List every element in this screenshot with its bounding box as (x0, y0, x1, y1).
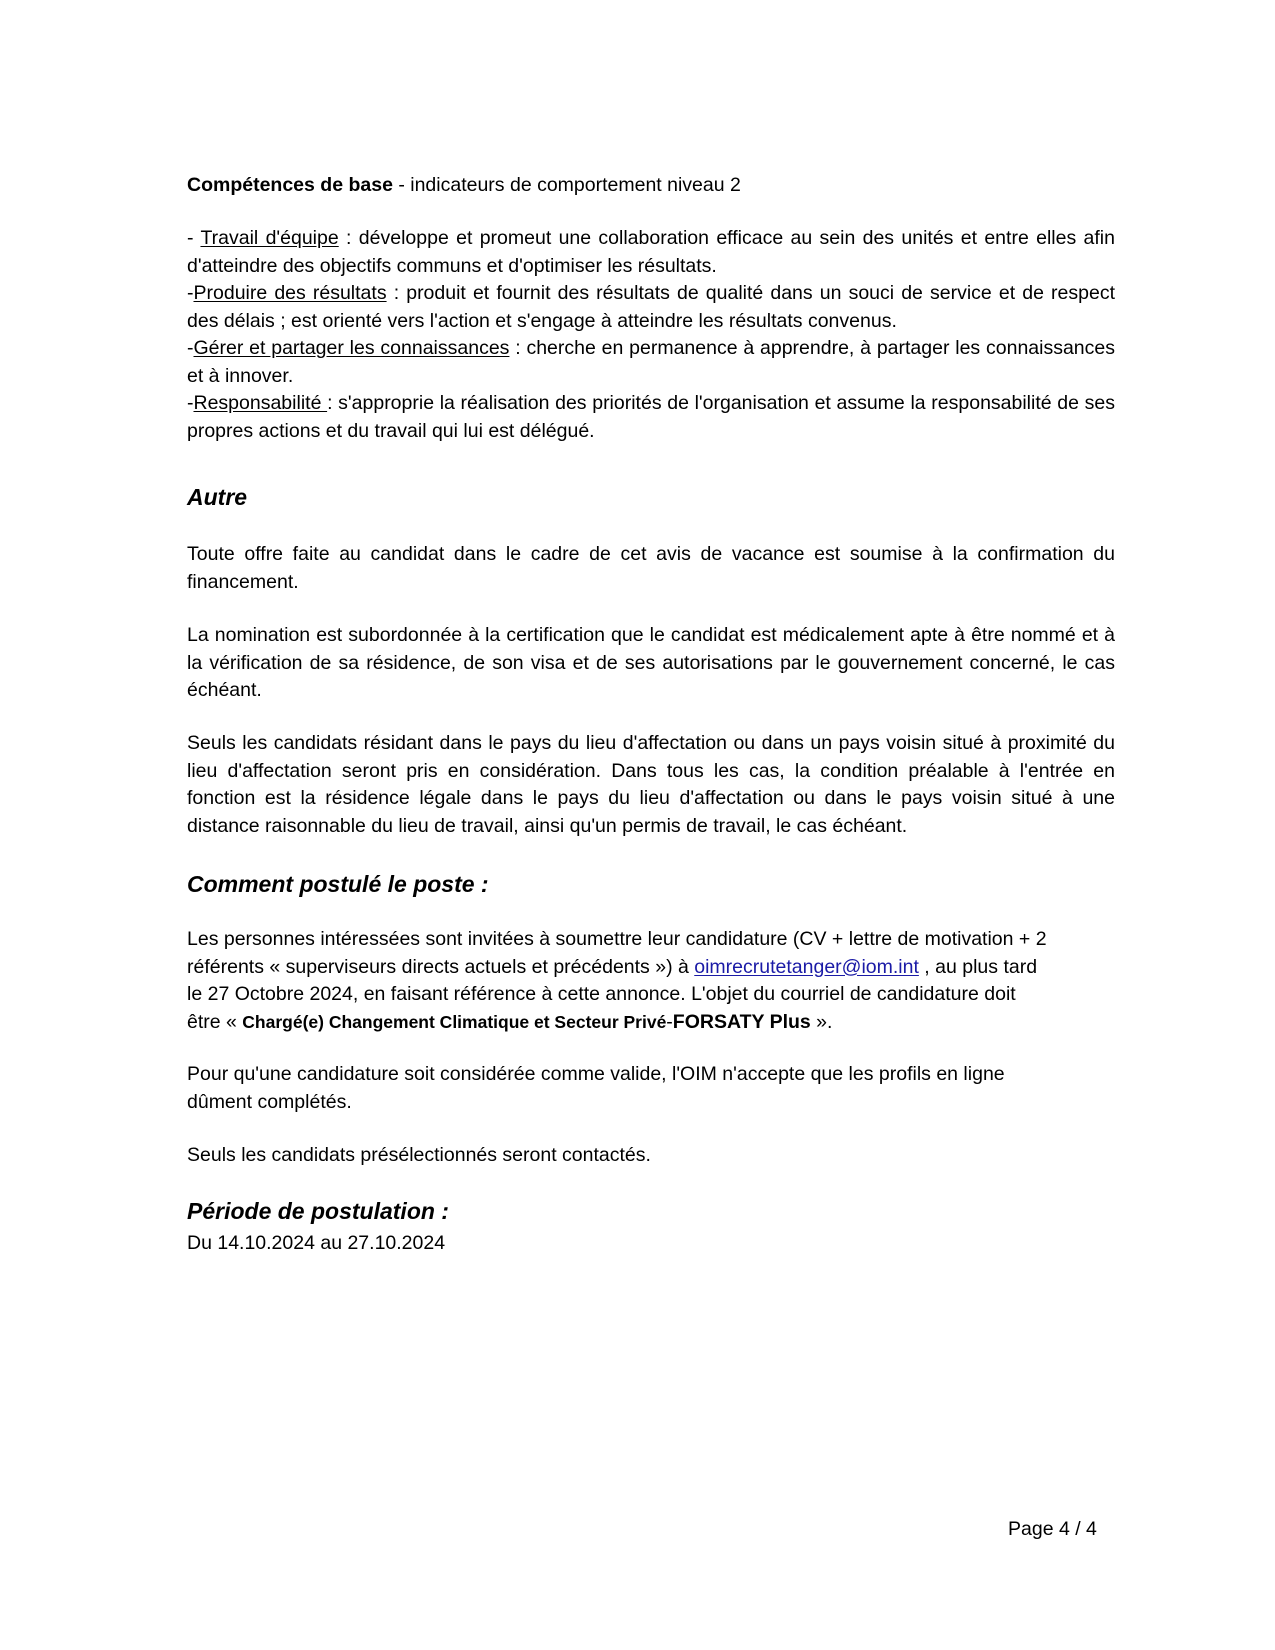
competence-item-produire-resultats: -Produire des résultats : produit et fournit des résultats de qualité dans un souci de service et de respect des délais ; est orienté vers l'action et s'engage à atteindre les résultats convenus. (187, 282, 1115, 332)
postuler-paragraph-candidature: Les personnes intéressées sont invitées à soumettre leur candidature (CV + lettre de motivation + 2 référents « superviseurs directs actuels et précédents ») à oimrecrutetanger@iom.int , au plus tard le 27 Octobre 2024, en faisant référence à cette annonce. L'objet du courriel de candidature doit être « Chargé(e) Changement Climatique et Secteur Privé-FORSATY Plus ». (187, 928, 1047, 1033)
competences-title (187, 172, 1115, 200)
competence-text: : cherche en permanence à apprendre, à partager les connaissances et à innover. (187, 337, 1115, 387)
competence-term: Travail d'équipe (200, 227, 339, 249)
program-name: FORSATY Plus (672, 1010, 811, 1033)
competence-text: : s'approprie la réalisation des priorités de l'organisation et assume la responsabilité de ses propres actions et du travail qui lui est délégué. (187, 392, 1115, 442)
competence-item-responsabilite: -Responsabilité : s'approprie la réalisation des priorités de l'organisation et assume la responsabilité de ses propres actions et du travail qui lui est délégué. (187, 392, 1115, 442)
competence-term: Gérer et partager les connaissances (193, 337, 510, 359)
postuler-paragraph-preselection: Seuls les candidats présélectionnés seront contactés. (187, 1144, 651, 1166)
postuler-heading: Comment postulé le poste : (187, 871, 489, 897)
competence-term: Responsabilité (193, 392, 328, 414)
competences-title-bold: Compétences de base (187, 174, 393, 196)
periode-dates: Du 14.10.2024 au 27.10.2024 (187, 1232, 446, 1254)
autre-paragraph-financement: Toute offre faite au candidat dans le cadre de cet avis de vacance est soumise à la confirmation du financement. (187, 543, 1115, 593)
autre-paragraph-residence: Seuls les candidats résidant dans le pays du lieu d'affectation ou dans un pays voisin situé à proximité du lieu d'affectation seront pris en considération. Dans tous les cas, la condition préalable à l'entrée en fonction est la résidence légale dans le pays du lieu d'affectation ou dans le pays voisin situé à une distance raisonnable du lieu de travail, ainsi qu'un permis de travail, le cas échéant. (187, 732, 1115, 837)
postuler-paragraph-validite: Pour qu'une candidature soit considérée comme valide, l'OIM n'accepte que les profils en ligne dûment complétés. (187, 1063, 1005, 1113)
periode-heading: Période de postulation : (187, 1198, 449, 1224)
competence-text: : produit et fournit des résultats de qualité dans un souci de service et de respect des délais ; est orienté vers l'action et s'engage à atteindre les résultats convenus. (187, 282, 1115, 332)
competence-item-gerer-connaissances: -Gérer et partager les connaissances : cherche en permanence à apprendre, à partager les connaissances et à innover. (187, 337, 1115, 387)
email-link[interactable]: oimrecrutetanger@iom.int (694, 955, 919, 978)
competence-text: : développe et promeut une collaboration efficace au sein des unités et entre elles afin d'atteindre des objectifs communs et d'optimiser les résultats. (187, 227, 1115, 277)
competence-item-travail-equipe: - Travail d'équipe : développe et promeut une collaboration efficace au sein des unités et entre elles afin d'atteindre des objectifs communs et d'optimiser les résultats. (187, 227, 1115, 277)
autre-paragraph-nomination: La nomination est subordonnée à la certification que le candidat est médicalement apte à être nommé et à la vérification de sa résidence, de son visa et de ses autorisations par le gouvernement concerné, le cas échéant. (187, 624, 1115, 701)
autre-heading: Autre (187, 484, 248, 510)
email-subject: Chargé(e) Changement Climatique et Secteur Privé (242, 1011, 667, 1032)
competence-term: Produire des résultats (193, 282, 387, 304)
competences-list (187, 225, 1115, 445)
page-number: Page 4 / 4 (1008, 1518, 1097, 1540)
competences-title-rest: - indicateurs de comportement niveau 2 (392, 174, 741, 196)
